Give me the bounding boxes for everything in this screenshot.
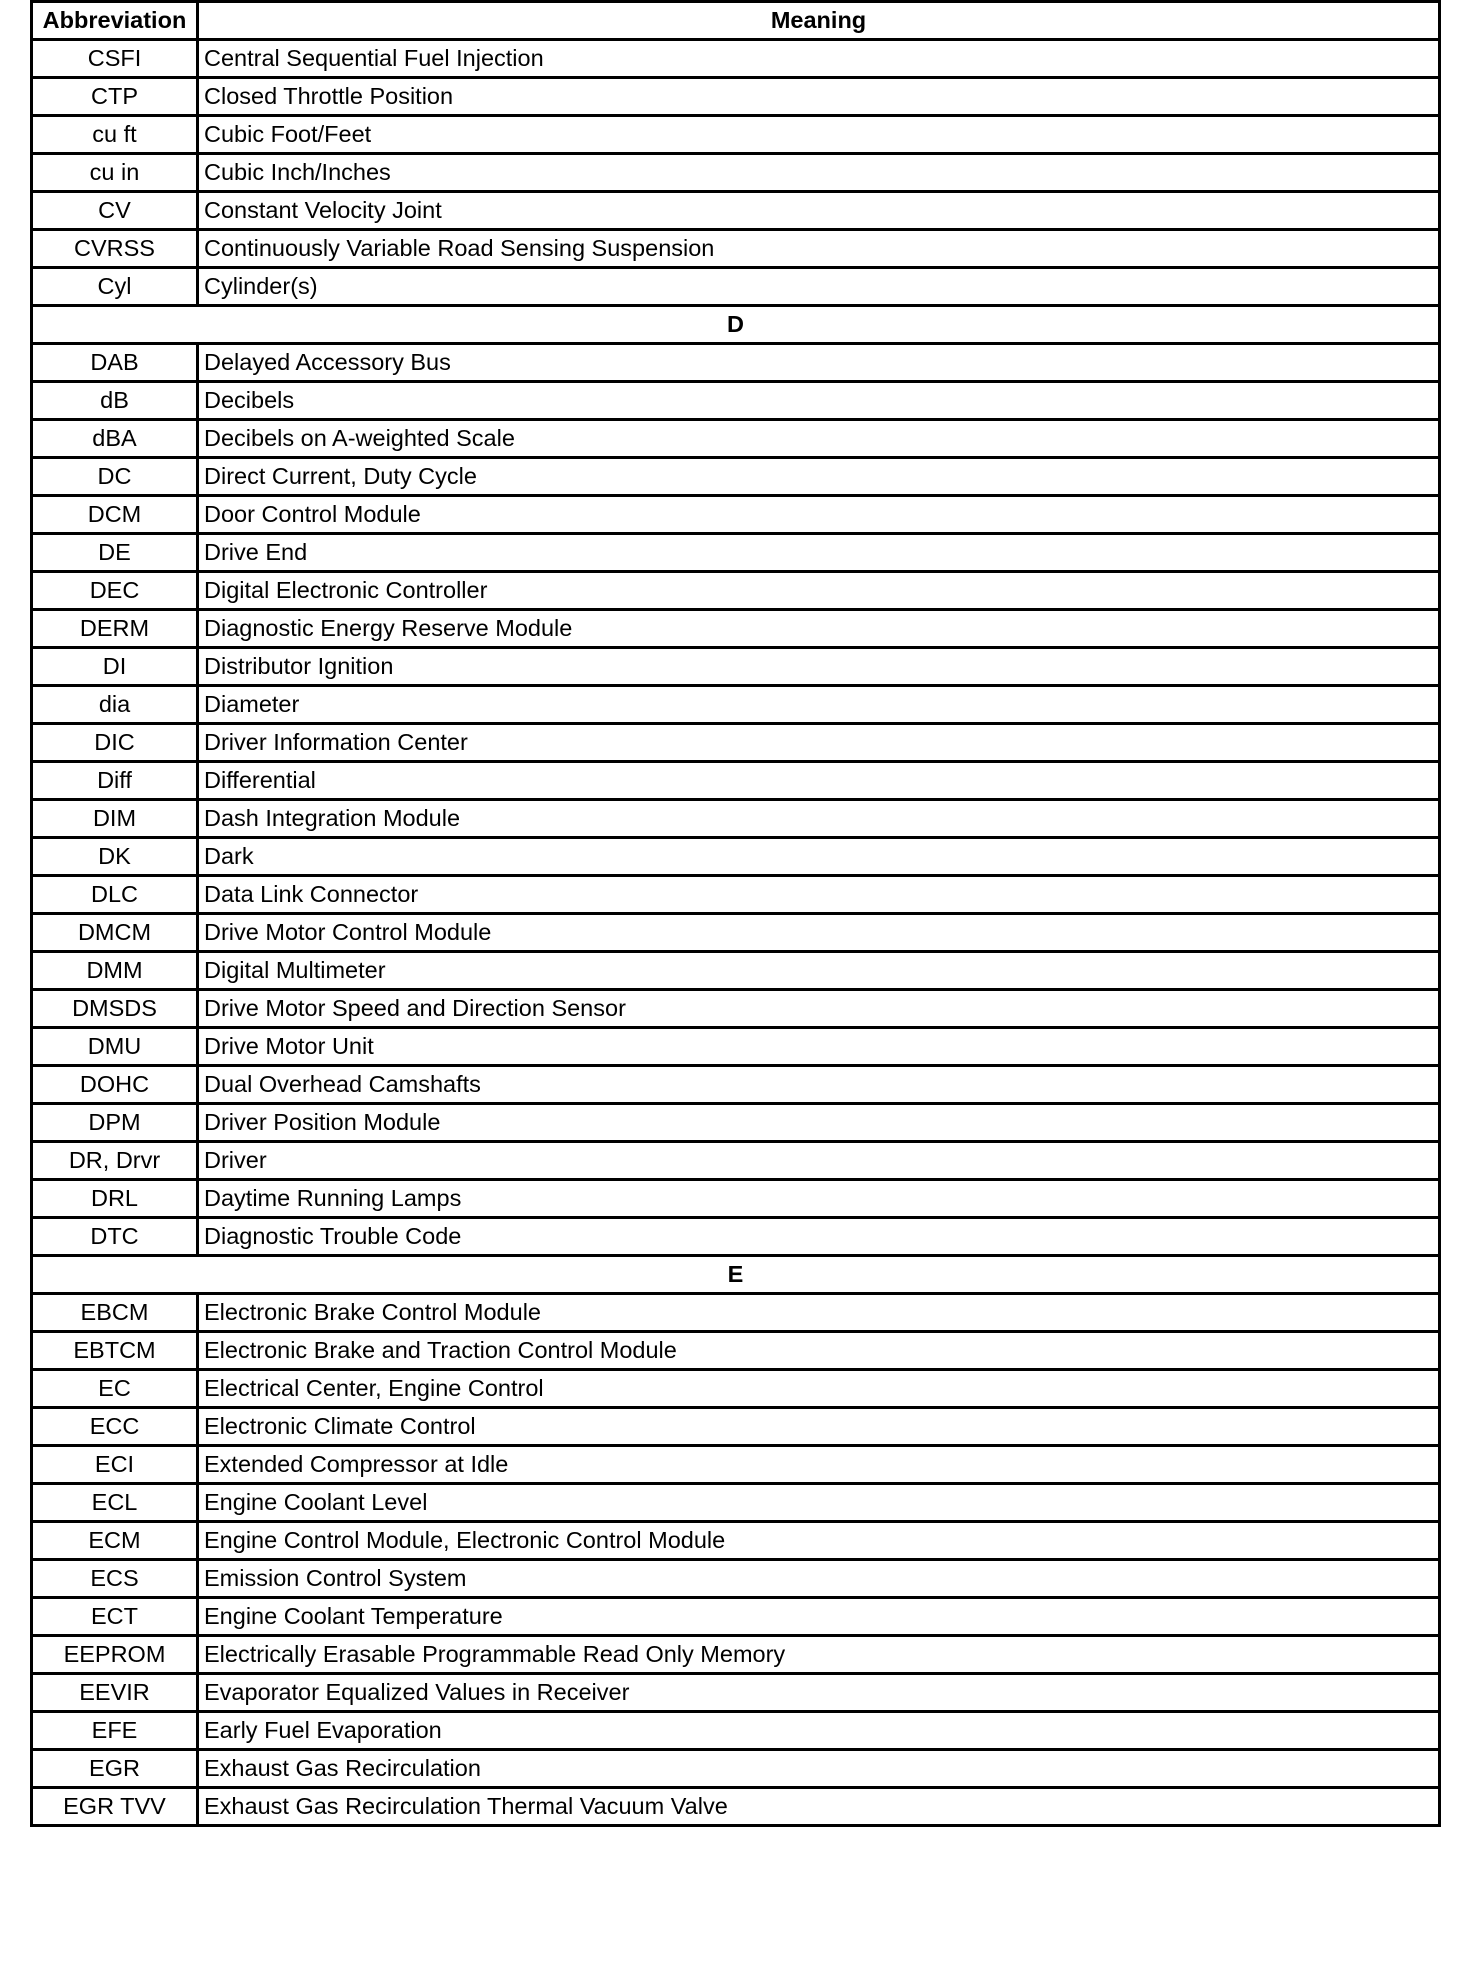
table-row: [32, 78, 1440, 116]
meaning-cell: Differential: [198, 762, 1440, 800]
abbreviation-cell: EC: [32, 1370, 198, 1408]
table-row: [32, 914, 1440, 952]
meaning-cell: Constant Velocity Joint: [198, 192, 1440, 230]
abbreviation-cell: EEVIR: [32, 1674, 198, 1712]
table-row: [32, 382, 1440, 420]
table-header-row: [32, 2, 1440, 40]
abbreviation-cell: DK: [32, 838, 198, 876]
meaning-cell: Electronic Brake and Traction Control Module: [198, 1332, 1440, 1370]
meaning-cell: Extended Compressor at Idle: [198, 1446, 1440, 1484]
table-row: [32, 268, 1440, 306]
table-row: [32, 1788, 1440, 1826]
meaning-cell: Direct Current, Duty Cycle: [198, 458, 1440, 496]
table-row: [32, 1066, 1440, 1104]
meaning-cell: Exhaust Gas Recirculation Thermal Vacuum Valve: [198, 1788, 1440, 1826]
abbreviation-cell: EBTCM: [32, 1332, 198, 1370]
abbreviation-cell: ECC: [32, 1408, 198, 1446]
meaning-cell: Dual Overhead Camshafts: [198, 1066, 1440, 1104]
meaning-cell: Distributor Ignition: [198, 648, 1440, 686]
abbreviation-cell: DC: [32, 458, 198, 496]
meaning-cell: Electronic Brake Control Module: [198, 1294, 1440, 1332]
abbreviation-column-header: Abbreviation: [32, 2, 198, 40]
table-row: [32, 724, 1440, 762]
meaning-cell: Drive Motor Unit: [198, 1028, 1440, 1066]
abbreviation-cell: EBCM: [32, 1294, 198, 1332]
meaning-cell: Decibels: [198, 382, 1440, 420]
abbreviation-cell: CTP: [32, 78, 198, 116]
meaning-cell: Engine Coolant Temperature: [198, 1598, 1440, 1636]
table-row: [32, 952, 1440, 990]
meaning-cell: Diameter: [198, 686, 1440, 724]
meaning-cell: Drive Motor Speed and Direction Sensor: [198, 990, 1440, 1028]
table-row: [32, 1294, 1440, 1332]
meaning-cell: Driver Position Module: [198, 1104, 1440, 1142]
abbreviation-cell: Cyl: [32, 268, 198, 306]
abbreviation-cell: CVRSS: [32, 230, 198, 268]
table-row: [32, 1636, 1440, 1674]
abbreviation-cell: dB: [32, 382, 198, 420]
meaning-cell: Decibels on A-weighted Scale: [198, 420, 1440, 458]
abbreviation-cell: EGR: [32, 1750, 198, 1788]
abbreviation-cell: cu in: [32, 154, 198, 192]
abbreviation-cell: DTC: [32, 1218, 198, 1256]
abbreviation-cell: EFE: [32, 1712, 198, 1750]
abbreviation-cell: DEC: [32, 572, 198, 610]
table-row: [32, 534, 1440, 572]
abbreviation-cell: ECT: [32, 1598, 198, 1636]
meaning-cell: Dash Integration Module: [198, 800, 1440, 838]
table-row: [32, 1560, 1440, 1598]
abbreviation-cell: DE: [32, 534, 198, 572]
abbreviation-cell: DCM: [32, 496, 198, 534]
table-row: [32, 40, 1440, 78]
abbreviation-cell: DIC: [32, 724, 198, 762]
meaning-cell: Electronic Climate Control: [198, 1408, 1440, 1446]
meaning-cell: Cylinder(s): [198, 268, 1440, 306]
abbreviation-cell: Diff: [32, 762, 198, 800]
abbreviation-cell: CSFI: [32, 40, 198, 78]
abbreviation-cell: ECL: [32, 1484, 198, 1522]
meaning-cell: Door Control Module: [198, 496, 1440, 534]
meaning-cell: Delayed Accessory Bus: [198, 344, 1440, 382]
abbreviation-cell: DLC: [32, 876, 198, 914]
table-row: [32, 610, 1440, 648]
table-row: [32, 344, 1440, 382]
meaning-cell: Cubic Inch/Inches: [198, 154, 1440, 192]
table-row: [32, 1750, 1440, 1788]
abbreviation-cell: DPM: [32, 1104, 198, 1142]
abbreviation-cell: cu ft: [32, 116, 198, 154]
abbreviation-cell: EEPROM: [32, 1636, 198, 1674]
abbreviation-cell: DOHC: [32, 1066, 198, 1104]
meaning-cell: Central Sequential Fuel Injection: [198, 40, 1440, 78]
table-row: [32, 192, 1440, 230]
table-row: [32, 1674, 1440, 1712]
meaning-cell: Continuously Variable Road Sensing Suspension: [198, 230, 1440, 268]
meaning-cell: Cubic Foot/Feet: [198, 116, 1440, 154]
meaning-column-header: Meaning: [198, 2, 1440, 40]
meaning-cell: Emission Control System: [198, 1560, 1440, 1598]
table-row: [32, 496, 1440, 534]
table-row: [32, 1484, 1440, 1522]
abbreviation-cell: DMU: [32, 1028, 198, 1066]
abbreviation-cell: ECM: [32, 1522, 198, 1560]
table-row: [32, 686, 1440, 724]
abbreviation-cell: CV: [32, 192, 198, 230]
meaning-cell: Diagnostic Trouble Code: [198, 1218, 1440, 1256]
table-row: [32, 1218, 1440, 1256]
abbreviation-cell: DR, Drvr: [32, 1142, 198, 1180]
table-row: [32, 1712, 1440, 1750]
meaning-cell: Electrical Center, Engine Control: [198, 1370, 1440, 1408]
meaning-cell: Digital Electronic Controller: [198, 572, 1440, 610]
meaning-cell: Drive End: [198, 534, 1440, 572]
meaning-cell: Evaporator Equalized Values in Receiver: [198, 1674, 1440, 1712]
table-row: [32, 1370, 1440, 1408]
table-row: [32, 1522, 1440, 1560]
table-row: [32, 1446, 1440, 1484]
table-row: [32, 154, 1440, 192]
section-header-row: [32, 1256, 1440, 1294]
table-row: [32, 116, 1440, 154]
table-row: [32, 572, 1440, 610]
table-row: [32, 838, 1440, 876]
meaning-cell: Engine Control Module, Electronic Control Module: [198, 1522, 1440, 1560]
abbreviation-cell: DIM: [32, 800, 198, 838]
table-row: [32, 876, 1440, 914]
abbreviation-table: [30, 0, 1441, 1827]
abbreviation-cell: DMSDS: [32, 990, 198, 1028]
section-header-row: [32, 306, 1440, 344]
table-row: [32, 1408, 1440, 1446]
meaning-cell: Closed Throttle Position: [198, 78, 1440, 116]
abbreviation-cell: DI: [32, 648, 198, 686]
abbreviation-cell: DMCM: [32, 914, 198, 952]
abbreviation-cell: EGR TVV: [32, 1788, 198, 1826]
table-row: [32, 1028, 1440, 1066]
abbreviation-cell: DAB: [32, 344, 198, 382]
meaning-cell: Driver: [198, 1142, 1440, 1180]
meaning-cell: Data Link Connector: [198, 876, 1440, 914]
table-row: [32, 1104, 1440, 1142]
meaning-cell: Diagnostic Energy Reserve Module: [198, 610, 1440, 648]
table-row: [32, 1598, 1440, 1636]
section-letter: D: [32, 306, 1440, 344]
table-row: [32, 1332, 1440, 1370]
table-row: [32, 420, 1440, 458]
table-row: [32, 990, 1440, 1028]
section-letter: E: [32, 1256, 1440, 1294]
table-row: [32, 230, 1440, 268]
abbreviation-cell: ECS: [32, 1560, 198, 1598]
meaning-cell: Daytime Running Lamps: [198, 1180, 1440, 1218]
abbreviation-cell: dia: [32, 686, 198, 724]
meaning-cell: Exhaust Gas Recirculation: [198, 1750, 1440, 1788]
meaning-cell: Drive Motor Control Module: [198, 914, 1440, 952]
meaning-cell: Digital Multimeter: [198, 952, 1440, 990]
table-row: [32, 458, 1440, 496]
table-row: [32, 762, 1440, 800]
abbreviation-cell: dBA: [32, 420, 198, 458]
table-body: [32, 40, 1440, 1826]
abbreviation-cell: ECI: [32, 1446, 198, 1484]
abbreviation-cell: DRL: [32, 1180, 198, 1218]
meaning-cell: Engine Coolant Level: [198, 1484, 1440, 1522]
table-row: [32, 648, 1440, 686]
meaning-cell: Driver Information Center: [198, 724, 1440, 762]
table-row: [32, 1142, 1440, 1180]
table-row: [32, 800, 1440, 838]
meaning-cell: Dark: [198, 838, 1440, 876]
abbreviation-cell: DMM: [32, 952, 198, 990]
meaning-cell: Electrically Erasable Programmable Read Only Memory: [198, 1636, 1440, 1674]
table-row: [32, 1180, 1440, 1218]
abbreviation-cell: DERM: [32, 610, 198, 648]
meaning-cell: Early Fuel Evaporation: [198, 1712, 1440, 1750]
